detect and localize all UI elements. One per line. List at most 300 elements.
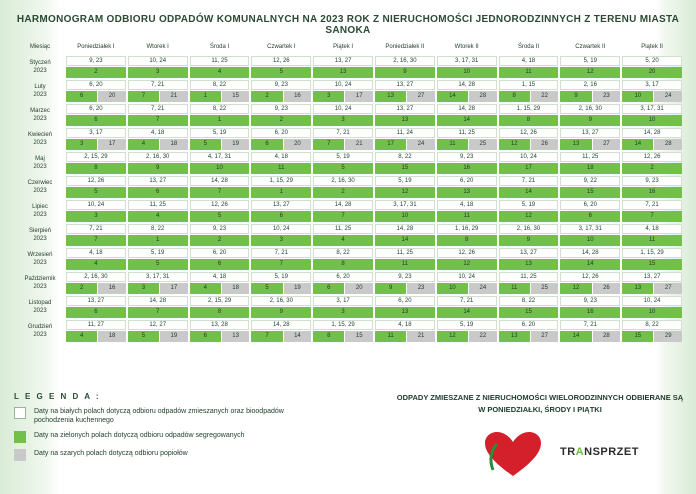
cell-bottom bbox=[499, 91, 559, 102]
cell-bottom bbox=[128, 259, 188, 270]
segregated-waste-date: 14 bbox=[437, 91, 468, 102]
cell-bottom bbox=[66, 163, 126, 174]
mixed-waste-dates: 14, 28 bbox=[251, 320, 311, 330]
mixed-waste-dates: 1, 15, 29 bbox=[313, 320, 373, 330]
mixed-waste-dates: 10, 24 bbox=[313, 104, 373, 114]
cell-bottom bbox=[375, 187, 435, 198]
mixed-waste-dates: 3, 17 bbox=[66, 128, 126, 138]
schedule-cell bbox=[66, 152, 126, 174]
schedule-header bbox=[14, 40, 682, 54]
ash-collection-date: 24 bbox=[654, 91, 682, 102]
cell-bottom bbox=[251, 307, 311, 318]
cell-bottom bbox=[499, 115, 559, 126]
schedule-cell bbox=[251, 296, 311, 318]
month-label bbox=[14, 200, 66, 222]
segregated-waste-date: 6 bbox=[560, 211, 620, 222]
cell-bottom bbox=[251, 235, 311, 246]
segregated-waste-date: 3 bbox=[313, 91, 344, 102]
month-label bbox=[14, 128, 66, 150]
segregated-waste-date: 2 bbox=[251, 115, 311, 126]
segregated-waste-date: 12 bbox=[560, 67, 620, 78]
header-day-column: Piątek I bbox=[333, 44, 354, 50]
mixed-waste-dates: 2, 16, 30 bbox=[560, 104, 620, 114]
mixed-waste-dates: 3, 17, 31 bbox=[375, 200, 435, 210]
cell-bottom bbox=[190, 307, 250, 318]
month-name: Marzec bbox=[30, 108, 50, 114]
segregated-waste-date: 4 bbox=[190, 283, 221, 294]
mixed-waste-dates: 9, 23 bbox=[251, 104, 311, 114]
month-name: Styczeń bbox=[29, 60, 51, 66]
cell-bottom bbox=[437, 283, 497, 294]
segregated-waste-date: 12 bbox=[499, 139, 530, 150]
segregated-waste-date: 11 bbox=[437, 139, 468, 150]
ash-collection-date: 18 bbox=[222, 283, 250, 294]
segregated-waste-date: 16 bbox=[437, 163, 497, 174]
cell-bottom bbox=[622, 235, 682, 246]
ash-collection-date: 16 bbox=[284, 91, 312, 102]
month-year: 2023 bbox=[33, 68, 47, 74]
cell-bottom bbox=[375, 139, 435, 150]
cell-bottom bbox=[560, 235, 620, 246]
segregated-waste-date: 8 bbox=[190, 307, 250, 318]
segregated-waste-date: 13 bbox=[313, 67, 373, 78]
ash-collection-date: 28 bbox=[654, 139, 682, 150]
cell-bottom bbox=[622, 331, 682, 342]
mixed-waste-dates: 12, 26 bbox=[560, 272, 620, 282]
schedule-cell bbox=[499, 320, 559, 342]
mixed-waste-dates: 2, 16, 30 bbox=[66, 272, 126, 282]
schedule-cell bbox=[66, 80, 126, 102]
mixed-waste-dates: 9, 23 bbox=[375, 272, 435, 282]
ash-collection-date: 13 bbox=[222, 331, 250, 342]
segregated-waste-date: 9 bbox=[560, 115, 620, 126]
cell-bottom bbox=[190, 67, 250, 78]
cell-bottom bbox=[190, 211, 250, 222]
cell-bottom bbox=[622, 163, 682, 174]
cell-bottom bbox=[313, 259, 373, 270]
mixed-waste-dates: 5, 19 bbox=[437, 320, 497, 330]
segregated-waste-date: 8 bbox=[437, 235, 497, 246]
segregated-waste-date: 6 bbox=[66, 115, 126, 126]
mixed-waste-dates: 10, 24 bbox=[437, 272, 497, 282]
segregated-waste-date: 12 bbox=[375, 187, 435, 198]
legend-item-green bbox=[14, 431, 304, 443]
cell-bottom bbox=[560, 259, 620, 270]
schedule-cell bbox=[190, 128, 250, 150]
mixed-waste-dates: 13, 27 bbox=[375, 80, 435, 90]
segregated-waste-date: 9 bbox=[128, 163, 188, 174]
mixed-waste-dates: 5, 20 bbox=[622, 56, 682, 66]
schedule-cell bbox=[313, 80, 373, 102]
cell-bottom bbox=[622, 211, 682, 222]
schedule-cell bbox=[190, 320, 250, 342]
mixed-waste-dates: 13, 27 bbox=[251, 200, 311, 210]
month-row bbox=[14, 104, 682, 126]
mixed-waste-dates: 12, 26 bbox=[251, 56, 311, 66]
mixed-waste-dates: 7, 21 bbox=[251, 248, 311, 258]
mixed-waste-dates: 4, 18 bbox=[66, 248, 126, 258]
ash-collection-date: 27 bbox=[654, 283, 682, 294]
cell-bottom bbox=[251, 283, 311, 294]
mixed-waste-dates: 7, 21 bbox=[560, 320, 620, 330]
mixed-waste-dates: 2, 16, 30 bbox=[375, 56, 435, 66]
mixed-waste-dates: 13, 27 bbox=[375, 104, 435, 114]
month-year: 2023 bbox=[33, 308, 47, 314]
schedule-cell bbox=[251, 176, 311, 198]
month-name: Maj bbox=[35, 156, 45, 162]
segregated-waste-date: 11 bbox=[375, 331, 406, 342]
cell-bottom bbox=[128, 187, 188, 198]
mixed-waste-dates: 3, 17 bbox=[313, 296, 373, 306]
cell-bottom bbox=[128, 307, 188, 318]
segregated-waste-date: 10 bbox=[622, 307, 682, 318]
cell-bottom bbox=[66, 259, 126, 270]
mixed-waste-dates: 10, 24 bbox=[622, 296, 682, 306]
ash-collection-date: 17 bbox=[345, 91, 373, 102]
schedule-cell bbox=[375, 80, 435, 102]
cell-bottom bbox=[560, 91, 620, 102]
schedule-cell bbox=[313, 320, 373, 342]
segregated-waste-date: 5 bbox=[66, 187, 126, 198]
segregated-waste-date: 15 bbox=[622, 331, 653, 342]
header-day-column: Środa I bbox=[209, 44, 230, 50]
schedule-cell bbox=[251, 200, 311, 222]
segregated-waste-date: 10 bbox=[437, 67, 497, 78]
cell-bottom bbox=[66, 235, 126, 246]
schedule-cell bbox=[251, 272, 311, 294]
cell-bottom bbox=[190, 283, 250, 294]
mixed-waste-dates: 9, 23 bbox=[66, 56, 126, 66]
schedule-cell bbox=[313, 200, 373, 222]
schedule-grid bbox=[14, 40, 682, 342]
mixed-waste-dates: 9, 23 bbox=[251, 80, 311, 90]
mixed-waste-dates: 4, 18 bbox=[190, 272, 250, 282]
schedule-cell bbox=[622, 176, 682, 198]
mixed-waste-dates: 14, 28 bbox=[437, 104, 497, 114]
mixed-waste-dates: 3, 17, 31 bbox=[622, 104, 682, 114]
cell-bottom bbox=[190, 115, 250, 126]
ash-collection-date: 25 bbox=[531, 283, 559, 294]
schedule-cell bbox=[499, 104, 559, 126]
cell-bottom bbox=[437, 187, 497, 198]
mixed-waste-dates: 7, 21 bbox=[128, 80, 188, 90]
segregated-waste-date: 17 bbox=[499, 163, 559, 174]
mixed-waste-dates: 6, 20 bbox=[313, 272, 373, 282]
mixed-waste-dates: 13, 27 bbox=[128, 176, 188, 186]
cell-bottom bbox=[128, 331, 188, 342]
ash-collection-date: 24 bbox=[407, 139, 435, 150]
mixed-waste-dates: 14, 28 bbox=[128, 296, 188, 306]
ash-collection-date: 26 bbox=[531, 139, 559, 150]
mixed-waste-dates: 11, 25 bbox=[128, 200, 188, 210]
mixed-waste-dates: 4, 18 bbox=[375, 320, 435, 330]
schedule-cell bbox=[437, 224, 497, 246]
mixed-waste-dates: 7, 21 bbox=[128, 104, 188, 114]
ash-collection-date: 22 bbox=[531, 91, 559, 102]
cell-bottom bbox=[622, 67, 682, 78]
schedule-cell bbox=[622, 80, 682, 102]
schedule-cell bbox=[190, 248, 250, 270]
month-label bbox=[14, 248, 66, 270]
segregated-waste-date: 6 bbox=[128, 187, 188, 198]
mixed-waste-dates: 6, 20 bbox=[560, 200, 620, 210]
schedule-cell bbox=[499, 200, 559, 222]
cell-bottom bbox=[499, 211, 559, 222]
schedule-cell bbox=[560, 176, 620, 198]
segregated-waste-date: 15 bbox=[499, 307, 559, 318]
mixed-waste-dates: 4, 18 bbox=[499, 56, 559, 66]
schedule-cell bbox=[437, 200, 497, 222]
mixed-waste-dates: 9, 23 bbox=[190, 224, 250, 234]
ash-collection-date: 15 bbox=[222, 91, 250, 102]
cell-bottom bbox=[375, 235, 435, 246]
mixed-waste-dates: 9, 23 bbox=[560, 296, 620, 306]
mixed-waste-dates: 5, 19 bbox=[313, 152, 373, 162]
legend-item-white bbox=[14, 407, 304, 425]
cell-bottom bbox=[560, 283, 620, 294]
header-month: Miesiąc bbox=[29, 44, 51, 50]
segregated-waste-date: 6 bbox=[66, 91, 97, 102]
header-day-column: Piątek II bbox=[641, 44, 663, 50]
segregated-waste-date: 18 bbox=[560, 163, 620, 174]
schedule-cell bbox=[375, 224, 435, 246]
schedule-cell bbox=[190, 296, 250, 318]
month-row bbox=[14, 56, 682, 78]
cell-bottom bbox=[622, 115, 682, 126]
cell-bottom bbox=[437, 307, 497, 318]
cell-bottom bbox=[437, 139, 497, 150]
cell-bottom bbox=[499, 307, 559, 318]
mixed-waste-dates: 4, 18 bbox=[128, 128, 188, 138]
mixed-waste-dates: 8, 22 bbox=[375, 152, 435, 162]
cell-bottom bbox=[313, 307, 373, 318]
segregated-waste-date: 3 bbox=[66, 211, 126, 222]
mixed-waste-dates: 11, 25 bbox=[375, 248, 435, 258]
schedule-cell bbox=[313, 224, 373, 246]
month-year: 2023 bbox=[33, 332, 47, 338]
cell-bottom bbox=[313, 163, 373, 174]
month-name: Czerwiec bbox=[27, 180, 53, 186]
segregated-waste-date: 11 bbox=[375, 259, 435, 270]
segregated-waste-date: 12 bbox=[437, 259, 497, 270]
segregated-waste-date: 7 bbox=[622, 211, 682, 222]
cell-bottom bbox=[190, 235, 250, 246]
cell-bottom bbox=[499, 67, 559, 78]
cell-bottom bbox=[437, 331, 497, 342]
mixed-waste-dates: 7, 21 bbox=[437, 296, 497, 306]
mixed-waste-dates: 10, 24 bbox=[66, 200, 126, 210]
cell-bottom bbox=[66, 91, 126, 102]
mixed-waste-dates: 11, 25 bbox=[313, 224, 373, 234]
cell-bottom bbox=[437, 67, 497, 78]
month-name: Październik bbox=[24, 276, 56, 282]
cell-bottom bbox=[190, 139, 250, 150]
schedule-cell bbox=[251, 152, 311, 174]
segregated-waste-date: 1 bbox=[128, 235, 188, 246]
schedule-cell bbox=[190, 152, 250, 174]
mixed-waste-dates: 12, 26 bbox=[499, 128, 559, 138]
segregated-waste-date: 4 bbox=[128, 211, 188, 222]
mixed-waste-dates: 6, 20 bbox=[66, 104, 126, 114]
segregated-waste-date: 8 bbox=[66, 163, 126, 174]
cell-bottom bbox=[251, 139, 311, 150]
mixed-waste-dates: 11, 25 bbox=[437, 128, 497, 138]
legend-text-green: Daty na zielonych polach dotyczą odbioru odpadów segregowanych bbox=[34, 432, 245, 439]
cell-bottom bbox=[66, 187, 126, 198]
month-row bbox=[14, 200, 682, 222]
ash-collection-date: 24 bbox=[469, 283, 497, 294]
segregated-waste-date: 2 bbox=[313, 187, 373, 198]
segregated-waste-date: 4 bbox=[313, 235, 373, 246]
segregated-waste-date: 15 bbox=[622, 259, 682, 270]
cell-bottom bbox=[251, 67, 311, 78]
schedule-cell bbox=[128, 200, 188, 222]
month-label bbox=[14, 272, 66, 294]
segregated-waste-date: 7 bbox=[190, 187, 250, 198]
month-label bbox=[14, 56, 66, 78]
schedule-cell bbox=[499, 224, 559, 246]
ash-collection-date: 15 bbox=[345, 331, 373, 342]
mixed-waste-dates: 1, 16, 29 bbox=[437, 224, 497, 234]
schedule-cell bbox=[66, 176, 126, 198]
segregated-waste-date: 2 bbox=[622, 163, 682, 174]
cell-bottom bbox=[128, 139, 188, 150]
schedule-cell bbox=[499, 248, 559, 270]
schedule-cell bbox=[251, 128, 311, 150]
segregated-waste-date: 13 bbox=[375, 307, 435, 318]
schedule-cell bbox=[437, 320, 497, 342]
schedule-cell bbox=[375, 56, 435, 78]
segregated-waste-date: 4 bbox=[66, 259, 126, 270]
schedule-cell bbox=[499, 176, 559, 198]
mixed-waste-dates: 8, 22 bbox=[499, 296, 559, 306]
legend-text-grey: Daty na szarych polach dotyczą odbioru popiołów bbox=[34, 450, 188, 457]
segregated-waste-date: 6 bbox=[313, 283, 344, 294]
ash-collection-date: 27 bbox=[531, 331, 559, 342]
cell-bottom bbox=[251, 91, 311, 102]
segregated-waste-date: 5 bbox=[190, 139, 221, 150]
schedule-cell bbox=[499, 152, 559, 174]
segregated-waste-date: 10 bbox=[375, 211, 435, 222]
schedule-cell bbox=[560, 80, 620, 102]
schedule-cell bbox=[560, 320, 620, 342]
schedule-cell bbox=[375, 200, 435, 222]
header-day-column: Wtorek I bbox=[146, 44, 169, 50]
legend-item-grey bbox=[14, 449, 304, 461]
ash-collection-date: 27 bbox=[407, 91, 435, 102]
schedule-cell bbox=[622, 272, 682, 294]
mixed-waste-dates: 10, 24 bbox=[251, 224, 311, 234]
schedule-cell bbox=[313, 128, 373, 150]
mixed-waste-dates: 1, 15 bbox=[499, 80, 559, 90]
cell-bottom bbox=[437, 91, 497, 102]
segregated-waste-date: 7 bbox=[66, 235, 126, 246]
cell-bottom bbox=[313, 67, 373, 78]
segregated-waste-date: 13 bbox=[622, 283, 653, 294]
schedule-cell bbox=[560, 272, 620, 294]
brand-text-2: A bbox=[575, 446, 585, 458]
schedule-cell bbox=[622, 320, 682, 342]
mixed-waste-dates: 1, 15, 29 bbox=[622, 248, 682, 258]
ash-collection-date: 16 bbox=[98, 283, 126, 294]
cell-bottom bbox=[437, 235, 497, 246]
segregated-waste-date: 5 bbox=[128, 331, 159, 342]
cell-bottom bbox=[560, 187, 620, 198]
schedule-cell bbox=[622, 296, 682, 318]
schedule-cell bbox=[313, 272, 373, 294]
mixed-waste-dates: 7, 21 bbox=[499, 176, 559, 186]
header-day-column: Wtorek II bbox=[454, 44, 479, 50]
segregated-waste-date: 3 bbox=[313, 115, 373, 126]
cell-bottom bbox=[190, 259, 250, 270]
ash-collection-date: 23 bbox=[593, 91, 621, 102]
header-day-column: Czwartek I bbox=[267, 44, 296, 50]
cell-bottom bbox=[190, 91, 250, 102]
segregated-waste-date: 10 bbox=[190, 163, 250, 174]
cell-bottom bbox=[66, 67, 126, 78]
mixed-waste-dates: 14, 28 bbox=[375, 224, 435, 234]
schedule-cell bbox=[437, 104, 497, 126]
segregated-waste-date: 2 bbox=[251, 91, 282, 102]
ash-collection-date: 21 bbox=[407, 331, 435, 342]
cell-bottom bbox=[313, 331, 373, 342]
segregated-waste-date: 6 bbox=[190, 259, 250, 270]
schedule-cell bbox=[437, 56, 497, 78]
segregated-waste-date: 10 bbox=[560, 235, 620, 246]
month-name: Sierpień bbox=[28, 228, 51, 234]
ash-collection-date: 14 bbox=[284, 331, 312, 342]
month-year: 2023 bbox=[33, 212, 47, 218]
cell-bottom bbox=[66, 139, 126, 150]
schedule-cell bbox=[251, 56, 311, 78]
mixed-waste-dates: 6, 20 bbox=[375, 296, 435, 306]
segregated-waste-date: 2 bbox=[66, 283, 97, 294]
segregated-waste-date: 17 bbox=[375, 139, 406, 150]
segregated-waste-date: 7 bbox=[251, 259, 311, 270]
schedule-cell bbox=[437, 176, 497, 198]
mixed-waste-dates: 6, 20 bbox=[251, 128, 311, 138]
segregated-waste-date: 6 bbox=[190, 331, 221, 342]
header-day-column: Poniedziałek II bbox=[385, 44, 425, 50]
cell-bottom bbox=[560, 115, 620, 126]
month-name: Luty bbox=[34, 84, 46, 90]
segregated-waste-date: 10 bbox=[622, 115, 682, 126]
multi-family-note: ODPADY ZMIESZANE Z NIERUCHOMOŚCI WIELORODZINNYCH ODBIERANE SĄ W PONIEDZIAŁKI, ŚRODY I PIĄTKI bbox=[396, 393, 684, 414]
legend bbox=[14, 392, 304, 461]
schedule-cell bbox=[128, 320, 188, 342]
month-year: 2023 bbox=[33, 188, 47, 194]
schedule-cell bbox=[499, 128, 559, 150]
month-year: 2023 bbox=[33, 236, 47, 242]
cell-bottom bbox=[66, 115, 126, 126]
mixed-waste-dates: 11, 25 bbox=[190, 56, 250, 66]
mixed-waste-dates: 9, 23 bbox=[437, 152, 497, 162]
schedule-cell bbox=[313, 104, 373, 126]
segregated-waste-date: 11 bbox=[437, 211, 497, 222]
segregated-waste-date: 14 bbox=[437, 115, 497, 126]
schedule-cell bbox=[190, 176, 250, 198]
cell-bottom bbox=[560, 307, 620, 318]
cell-bottom bbox=[437, 163, 497, 174]
mixed-waste-dates: 6, 20 bbox=[66, 80, 126, 90]
brand-text-1: TR bbox=[560, 446, 576, 458]
mixed-waste-dates: 13, 28 bbox=[190, 320, 250, 330]
page-title: HARMONOGRAM ODBIORU ODPADÓW KOMUNALNYCH NA 2023 ROK Z NIERUCHOMOŚCI JEDNORODZINNYCH Z TERENU MIASTA SANOKA bbox=[16, 14, 680, 36]
segregated-waste-date: 8 bbox=[499, 91, 530, 102]
schedule-cell bbox=[437, 296, 497, 318]
segregated-waste-date: 7 bbox=[313, 211, 373, 222]
mixed-waste-dates: 8, 22 bbox=[622, 320, 682, 330]
